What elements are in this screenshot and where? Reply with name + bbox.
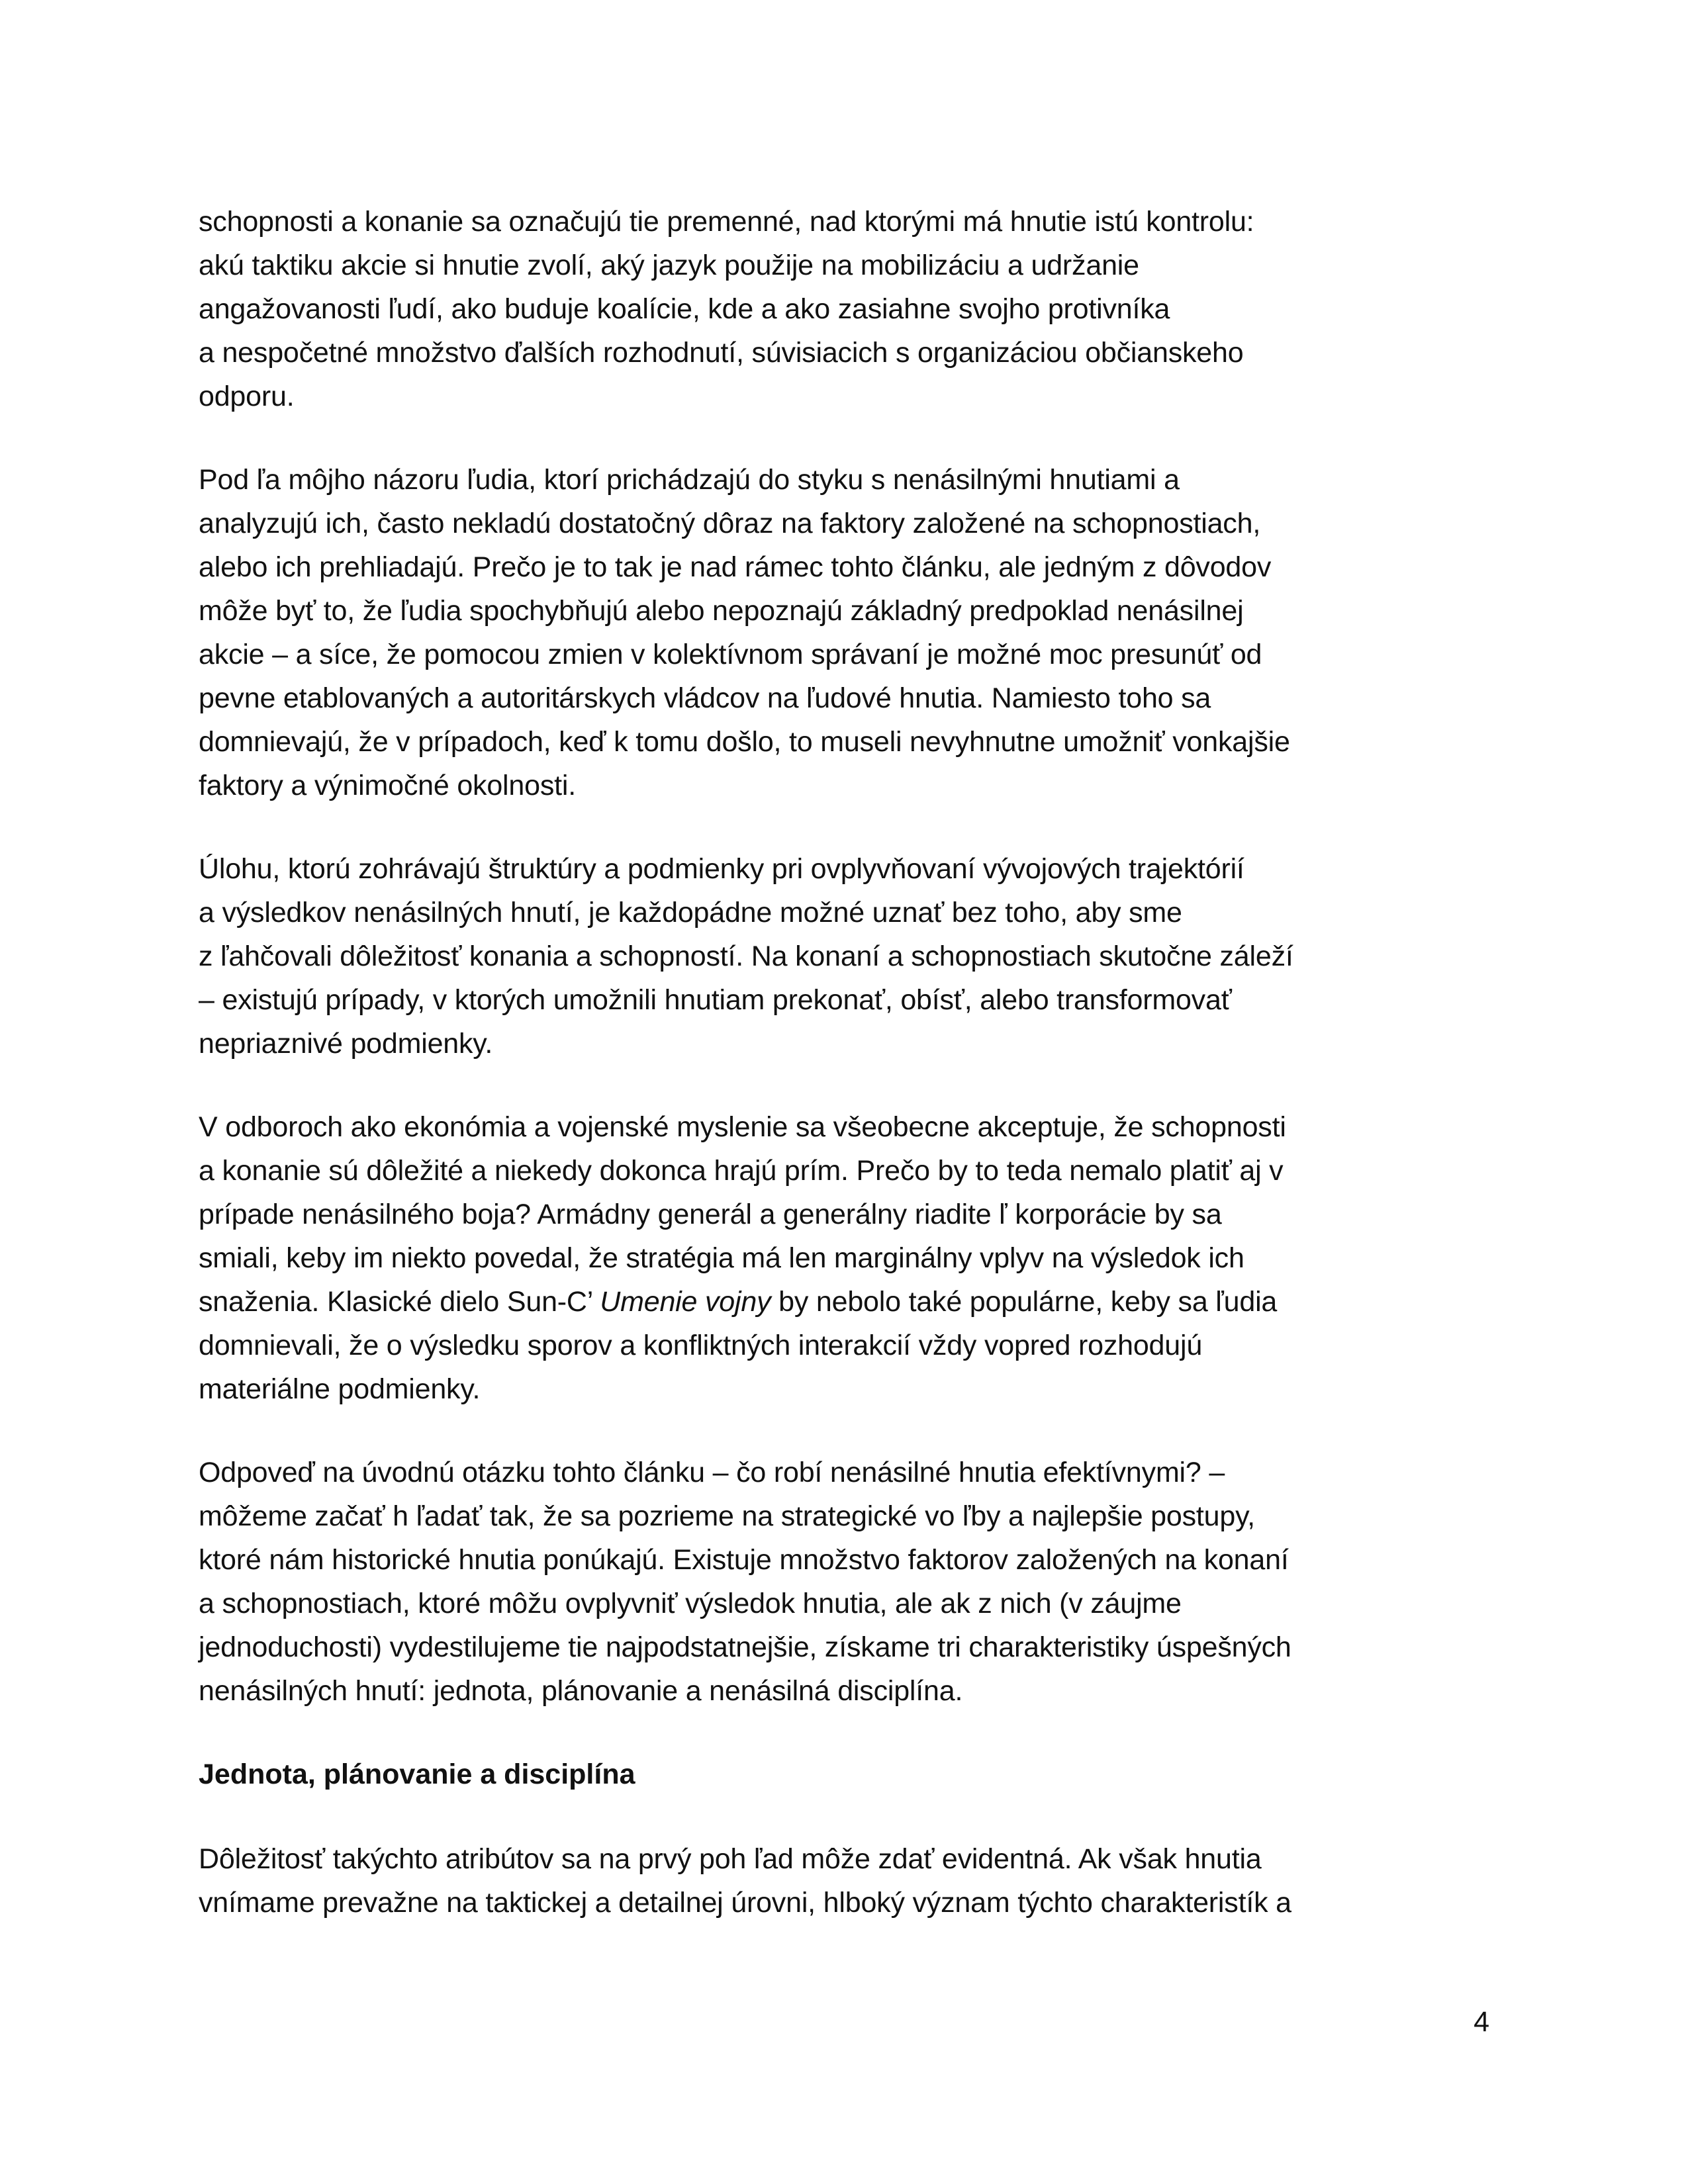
paragraph-4 <box>199 1105 1489 1411</box>
text-line: akcie – a síce, že pomocou zmien v kolektívnom správaní je možné moc presunúť od <box>199 639 1262 670</box>
page-number: 4 <box>1474 2006 1489 2038</box>
text-line: alebo ich prehliadajú. Prečo je to tak je nad rámec tohto článku, ale jedným z dôvodov <box>199 551 1272 583</box>
paragraph-2 <box>199 458 1489 807</box>
text-line: a konanie sú dôležité a niekedy dokonca hrajú prím. Prečo by to teda nemalo platiť aj v <box>199 1155 1284 1187</box>
text-line: Dôležitosť takýchto atribútov sa na prvý poh ľad môže zdať evidentná. Ak však hnutia <box>199 1843 1262 1875</box>
document-page <box>199 200 1489 1964</box>
text-line: domnievali, že o výsledku sporov a konfliktných interakcií vždy vopred rozhodujú <box>199 1330 1203 1361</box>
text-line: Pod ľa môjho názoru ľudia, ktorí prichádzajú do styku s nenásilnými hnutiami a <box>199 464 1180 496</box>
section-heading: Jednota, plánovanie a disciplína <box>199 1758 635 1790</box>
text-line: domnievajú, že v prípadoch, keď k tomu došlo, to museli nevyhnutne umožniť vonkajšie <box>199 726 1290 758</box>
paragraph-5 <box>199 1451 1489 1713</box>
paragraph-3 <box>199 847 1489 1066</box>
text-line: môže byť to, že ľudia spochybňujú alebo nepoznajú základný predpoklad nenásilnej <box>199 595 1244 627</box>
book-title: Umenie vojny <box>600 1286 771 1318</box>
text-line: faktory a výnimočné okolnosti. <box>199 770 576 801</box>
text-line: jednoduchosti) vydestilujeme tie najpodstatnejšie, získame tri charakteristiky úspešných <box>199 1631 1291 1663</box>
text-line: smiali, keby im niekto povedal, že stratégia má len marginálny vplyv na výsledok ich <box>199 1242 1244 1274</box>
text-line: a výsledkov nenásilných hnutí, je každopádne možné uznať bez toho, aby sme <box>199 897 1182 929</box>
text-line: Odpoveď na úvodnú otázku tohto článku – čo robí nenásilné hnutia efektívnymi? – <box>199 1457 1225 1488</box>
text-line: a schopnostiach, ktoré môžu ovplyvniť výsledok hnutia, ale ak z nich (v záujme <box>199 1588 1182 1619</box>
text-line: nepriaznivé podmienky. <box>199 1028 493 1060</box>
text-line: pevne etablovaných a autoritárskych vládcov na ľudové hnutia. Namiesto toho sa <box>199 682 1211 714</box>
paragraph-1 <box>199 200 1489 418</box>
text-line: angažovanosti ľudí, ako buduje koalície, kde a ako zasiahne svojho protivníka <box>199 293 1170 325</box>
text-line: akú taktiku akcie si hnutie zvolí, aký jazyk použije na mobilizáciu a udržanie <box>199 250 1139 281</box>
text-line: – existujú prípady, v ktorých umožnili hnutiam prekonať, obísť, alebo transformovať <box>199 984 1232 1016</box>
text-line: z ľahčovali dôležitosť konania a schopností. Na konaní a schopnostiach skutočne záleží <box>199 940 1293 972</box>
text-line-with-italic-title: snaženia. Klasické dielo Sun-C’ Umenie vojny by nebolo také populárne, keby sa ľudia <box>199 1286 1278 1318</box>
text-line: schopnosti a konanie sa označujú tie premenné, nad ktorými má hnutie istú kontrolu: <box>199 206 1254 238</box>
text-line: a nespočetné množstvo ďalších rozhodnutí, súvisiacich s organizáciou občianskeho <box>199 337 1244 369</box>
text-line: nenásilných hnutí: jednota, plánovanie a nenásilná disciplína. <box>199 1675 963 1707</box>
text-line: Úlohu, ktorú zohrávajú štruktúry a podmienky pri ovplyvňovaní vývojových trajektórií <box>199 853 1244 885</box>
text-line: materiálne podmienky. <box>199 1373 481 1405</box>
text-line: môžeme začať h ľadať tak, že sa pozrieme na strategické vo ľby a najlepšie postupy, <box>199 1500 1255 1532</box>
paragraph-6 <box>199 1837 1489 1925</box>
text-line: prípade nenásilného boja? Armádny generál a generálny riadite ľ korporácie by sa <box>199 1199 1222 1230</box>
text-line: ktoré nám historické hnutia ponúkajú. Existuje množstvo faktorov založených na konaní <box>199 1544 1289 1576</box>
text-line: odporu. <box>199 381 295 412</box>
text-line: vnímame prevažne na taktickej a detailnej úrovni, hlboký význam týchto charakteristík a <box>199 1887 1291 1919</box>
text-line: V odboroch ako ekonómia a vojenské myslenie sa všeobecne akceptuje, že schopnosti <box>199 1111 1286 1143</box>
text-line: analyzujú ich, často nekladú dostatočný dôraz na faktory založené na schopnostiach, <box>199 508 1261 539</box>
